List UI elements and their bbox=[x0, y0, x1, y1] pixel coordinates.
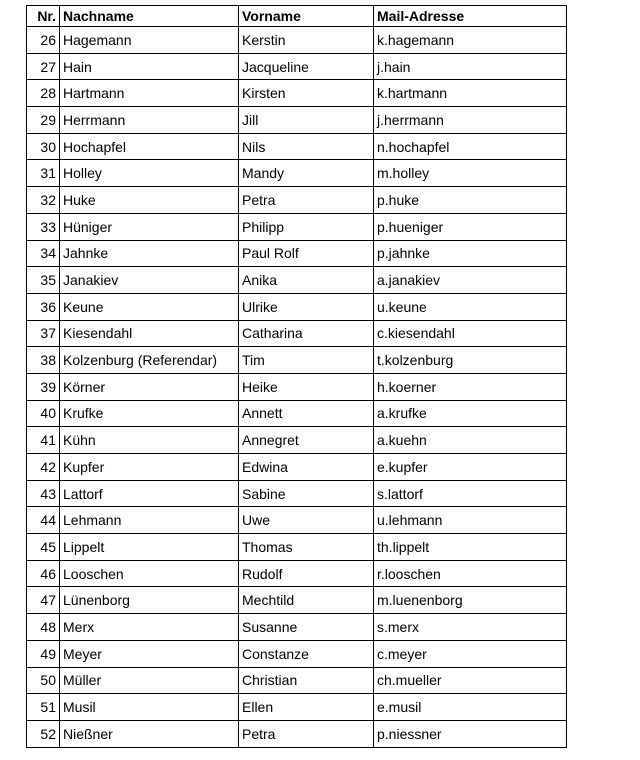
cell-mail: p.hueniger bbox=[374, 213, 567, 240]
cell-last-name: Kiesendahl bbox=[60, 320, 239, 347]
cell-last-name: Hagemann bbox=[60, 27, 239, 54]
cell-first-name: Sabine bbox=[239, 480, 374, 507]
cell-mail: p.huke bbox=[374, 187, 567, 214]
table-row bbox=[27, 694, 567, 721]
cell-first-name: Kerstin bbox=[239, 27, 374, 54]
cell-first-name: Petra bbox=[239, 720, 374, 747]
cell-first-name: Christian bbox=[239, 667, 374, 694]
cell-last-name: Holley bbox=[60, 160, 239, 187]
cell-mail: ch.mueller bbox=[374, 667, 567, 694]
table-row bbox=[27, 187, 567, 214]
cell-mail: p.jahnke bbox=[374, 240, 567, 267]
cell-mail: h.koerner bbox=[374, 373, 567, 400]
cell-first-name: Thomas bbox=[239, 534, 374, 561]
cell-last-name: Hüniger bbox=[60, 213, 239, 240]
cell-first-name: Kirsten bbox=[239, 80, 374, 107]
cell-nr: 33 bbox=[27, 213, 60, 240]
header-row bbox=[27, 6, 567, 27]
cell-mail: m.holley bbox=[374, 160, 567, 187]
cell-first-name: Jill bbox=[239, 107, 374, 134]
cell-nr: 44 bbox=[27, 507, 60, 534]
table-row bbox=[27, 720, 567, 747]
cell-first-name: Uwe bbox=[239, 507, 374, 534]
cell-first-name: Petra bbox=[239, 187, 374, 214]
column-header-nr: Nr. bbox=[27, 6, 60, 27]
table-row bbox=[27, 373, 567, 400]
table-row bbox=[27, 400, 567, 427]
cell-first-name: Susanne bbox=[239, 614, 374, 641]
cell-last-name: Hochapfel bbox=[60, 133, 239, 160]
cell-nr: 27 bbox=[27, 53, 60, 80]
cell-mail: a.kuehn bbox=[374, 427, 567, 454]
cell-last-name: Jahnke bbox=[60, 240, 239, 267]
cell-nr: 35 bbox=[27, 267, 60, 294]
cell-last-name: Janakiev bbox=[60, 267, 239, 294]
cell-first-name: Rudolf bbox=[239, 560, 374, 587]
cell-nr: 36 bbox=[27, 293, 60, 320]
staff-table bbox=[26, 5, 567, 748]
cell-mail: s.merx bbox=[374, 614, 567, 641]
cell-first-name: Ellen bbox=[239, 694, 374, 721]
cell-last-name: Krufke bbox=[60, 400, 239, 427]
table-row bbox=[27, 213, 567, 240]
cell-nr: 30 bbox=[27, 133, 60, 160]
cell-first-name: Anika bbox=[239, 267, 374, 294]
table-row bbox=[27, 507, 567, 534]
cell-first-name: Heike bbox=[239, 373, 374, 400]
cell-nr: 40 bbox=[27, 400, 60, 427]
cell-mail: t.kolzenburg bbox=[374, 347, 567, 374]
table-row bbox=[27, 347, 567, 374]
table-header bbox=[27, 6, 567, 27]
cell-nr: 32 bbox=[27, 187, 60, 214]
cell-mail: u.keune bbox=[374, 293, 567, 320]
cell-last-name: Kühn bbox=[60, 427, 239, 454]
cell-first-name: Mandy bbox=[239, 160, 374, 187]
table-row bbox=[27, 534, 567, 561]
cell-nr: 39 bbox=[27, 373, 60, 400]
cell-mail: th.lippelt bbox=[374, 534, 567, 561]
cell-nr: 28 bbox=[27, 80, 60, 107]
cell-nr: 52 bbox=[27, 720, 60, 747]
table-row bbox=[27, 160, 567, 187]
table-row bbox=[27, 240, 567, 267]
cell-first-name: Annegret bbox=[239, 427, 374, 454]
cell-last-name: Merx bbox=[60, 614, 239, 641]
cell-nr: 46 bbox=[27, 560, 60, 587]
cell-first-name: Nils bbox=[239, 133, 374, 160]
cell-nr: 48 bbox=[27, 614, 60, 641]
cell-last-name: Hain bbox=[60, 53, 239, 80]
table-row bbox=[27, 133, 567, 160]
table-body bbox=[27, 27, 567, 748]
cell-mail: k.hartmann bbox=[374, 80, 567, 107]
cell-mail: e.musil bbox=[374, 694, 567, 721]
cell-mail: a.janakiev bbox=[374, 267, 567, 294]
table-row bbox=[27, 427, 567, 454]
cell-last-name: Keune bbox=[60, 293, 239, 320]
cell-nr: 50 bbox=[27, 667, 60, 694]
table-row bbox=[27, 80, 567, 107]
cell-last-name: Hartmann bbox=[60, 80, 239, 107]
cell-last-name: Huke bbox=[60, 187, 239, 214]
cell-first-name: Catharina bbox=[239, 320, 374, 347]
table-row bbox=[27, 267, 567, 294]
table-row bbox=[27, 640, 567, 667]
table-row bbox=[27, 53, 567, 80]
cell-last-name: Nießner bbox=[60, 720, 239, 747]
cell-nr: 38 bbox=[27, 347, 60, 374]
cell-nr: 31 bbox=[27, 160, 60, 187]
cell-first-name: Paul Rolf bbox=[239, 240, 374, 267]
cell-last-name: Lattorf bbox=[60, 480, 239, 507]
cell-mail: s.lattorf bbox=[374, 480, 567, 507]
cell-first-name: Mechtild bbox=[239, 587, 374, 614]
table-row bbox=[27, 320, 567, 347]
cell-mail: e.kupfer bbox=[374, 454, 567, 481]
cell-mail: j.hain bbox=[374, 53, 567, 80]
table-row bbox=[27, 107, 567, 134]
cell-first-name: Ulrike bbox=[239, 293, 374, 320]
cell-last-name: Looschen bbox=[60, 560, 239, 587]
cell-mail: k.hagemann bbox=[374, 27, 567, 54]
cell-nr: 47 bbox=[27, 587, 60, 614]
cell-nr: 26 bbox=[27, 27, 60, 54]
cell-last-name: Musil bbox=[60, 694, 239, 721]
cell-nr: 37 bbox=[27, 320, 60, 347]
cell-mail: j.herrmann bbox=[374, 107, 567, 134]
cell-mail: m.luenenborg bbox=[374, 587, 567, 614]
cell-nr: 49 bbox=[27, 640, 60, 667]
cell-first-name: Tim bbox=[239, 347, 374, 374]
cell-first-name: Philipp bbox=[239, 213, 374, 240]
cell-mail: u.lehmann bbox=[374, 507, 567, 534]
cell-mail: c.kiesendahl bbox=[374, 320, 567, 347]
cell-mail: a.krufke bbox=[374, 400, 567, 427]
cell-nr: 45 bbox=[27, 534, 60, 561]
cell-first-name: Annett bbox=[239, 400, 374, 427]
cell-nr: 29 bbox=[27, 107, 60, 134]
column-header-last-name: Nachname bbox=[60, 6, 239, 27]
cell-last-name: Müller bbox=[60, 667, 239, 694]
cell-first-name: Constanze bbox=[239, 640, 374, 667]
cell-last-name: Lünenborg bbox=[60, 587, 239, 614]
table-row bbox=[27, 480, 567, 507]
cell-nr: 51 bbox=[27, 694, 60, 721]
cell-mail: p.niessner bbox=[374, 720, 567, 747]
cell-last-name: Lehmann bbox=[60, 507, 239, 534]
cell-last-name: Körner bbox=[60, 373, 239, 400]
table-row bbox=[27, 614, 567, 641]
table-row bbox=[27, 560, 567, 587]
table-row bbox=[27, 27, 567, 54]
cell-first-name: Edwina bbox=[239, 454, 374, 481]
cell-mail: c.meyer bbox=[374, 640, 567, 667]
table-row bbox=[27, 587, 567, 614]
column-header-mail: Mail-Adresse bbox=[374, 6, 567, 27]
cell-last-name: Kolzenburg (Referendar) bbox=[60, 347, 239, 374]
cell-mail: r.looschen bbox=[374, 560, 567, 587]
cell-nr: 43 bbox=[27, 480, 60, 507]
cell-last-name: Kupfer bbox=[60, 454, 239, 481]
cell-nr: 34 bbox=[27, 240, 60, 267]
table-row bbox=[27, 293, 567, 320]
cell-last-name: Herrmann bbox=[60, 107, 239, 134]
cell-mail: n.hochapfel bbox=[374, 133, 567, 160]
cell-nr: 42 bbox=[27, 454, 60, 481]
table-row bbox=[27, 667, 567, 694]
cell-first-name: Jacqueline bbox=[239, 53, 374, 80]
cell-nr: 41 bbox=[27, 427, 60, 454]
cell-last-name: Lippelt bbox=[60, 534, 239, 561]
cell-last-name: Meyer bbox=[60, 640, 239, 667]
table-row bbox=[27, 454, 567, 481]
column-header-first-name: Vorname bbox=[239, 6, 374, 27]
